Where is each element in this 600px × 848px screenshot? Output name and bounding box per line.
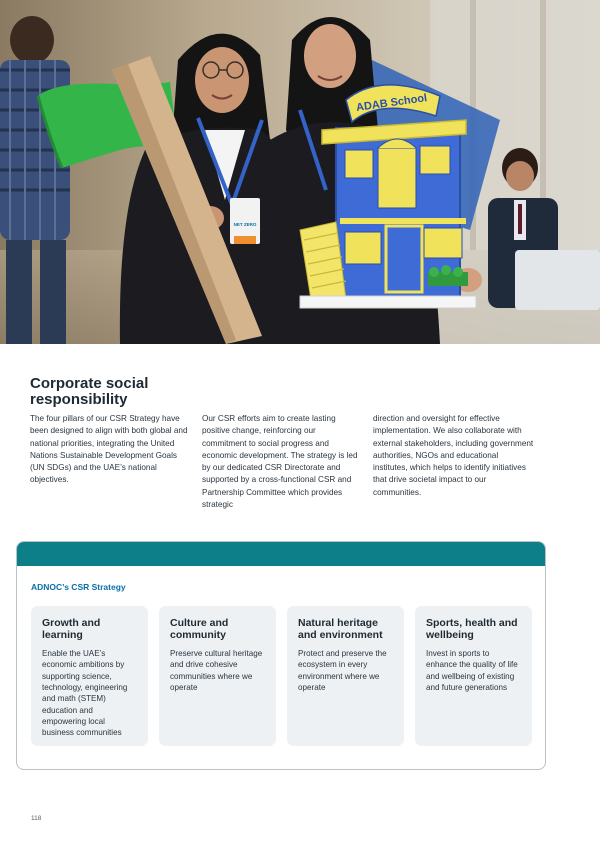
strategy-header-band: [17, 542, 545, 566]
pillar-description: Enable the UAE’s economic ambitions by supporting science, technology, engineering and math (STEM) education and empowering local business communities: [42, 649, 128, 738]
badge-text: NET ZERO: [233, 222, 257, 227]
pillar-card-culture: [159, 606, 276, 746]
page-number: 118: [31, 815, 42, 822]
csr-strategy-panel: [16, 541, 546, 770]
pillar-title: Natural heritage and environment: [298, 617, 383, 641]
pillar-card-natural-heritage: [287, 606, 404, 746]
school-sign-text: ADAB School: [355, 92, 428, 114]
pillar-description: Invest in sports to enhance the quality of life and wellbeing of existing and future generations: [426, 649, 518, 693]
strategy-label: ADNOC’s CSR Strategy: [31, 582, 126, 592]
intro-paragraph-col-3: direction and oversight for effective implementation. We also collaborate with external stakeholders, including government authorities, NGOs and educational institutes, which helps to identify initiatives that drive societal impact to our communities.: [373, 414, 534, 497]
pillar-description: Protect and preserve the ecosystem in every environment where we operate: [298, 649, 387, 693]
pillar-description: Preserve cultural heritage and drive cohesive communities where we operate: [170, 649, 263, 693]
intro-paragraph-col-1: The four pillars of our CSR Strategy have been designed to align with both global and national priorities, integrating the United Nations Sustainable Development Goals (UN SDGs) and the UAE’s national objectives.: [30, 414, 188, 485]
pillar-card-sports: [415, 606, 532, 746]
pillar-title: Growth and learning: [42, 617, 101, 641]
pillar-card-growth: [31, 606, 148, 746]
page-title: Corporate social responsibility: [30, 375, 149, 408]
pillar-title: Sports, health and wellbeing: [426, 617, 518, 641]
pillar-title: Culture and community: [170, 617, 229, 641]
hero-photo: [0, 0, 600, 344]
intro-paragraph-col-2: Our CSR efforts aim to create lasting positive change, reinforcing our commitment to social progress and economic development. The strategy is led by our dedicated CSR Directorate and supported by a cross-functional CSR and Partnership Committee which provides strategic: [202, 414, 358, 510]
